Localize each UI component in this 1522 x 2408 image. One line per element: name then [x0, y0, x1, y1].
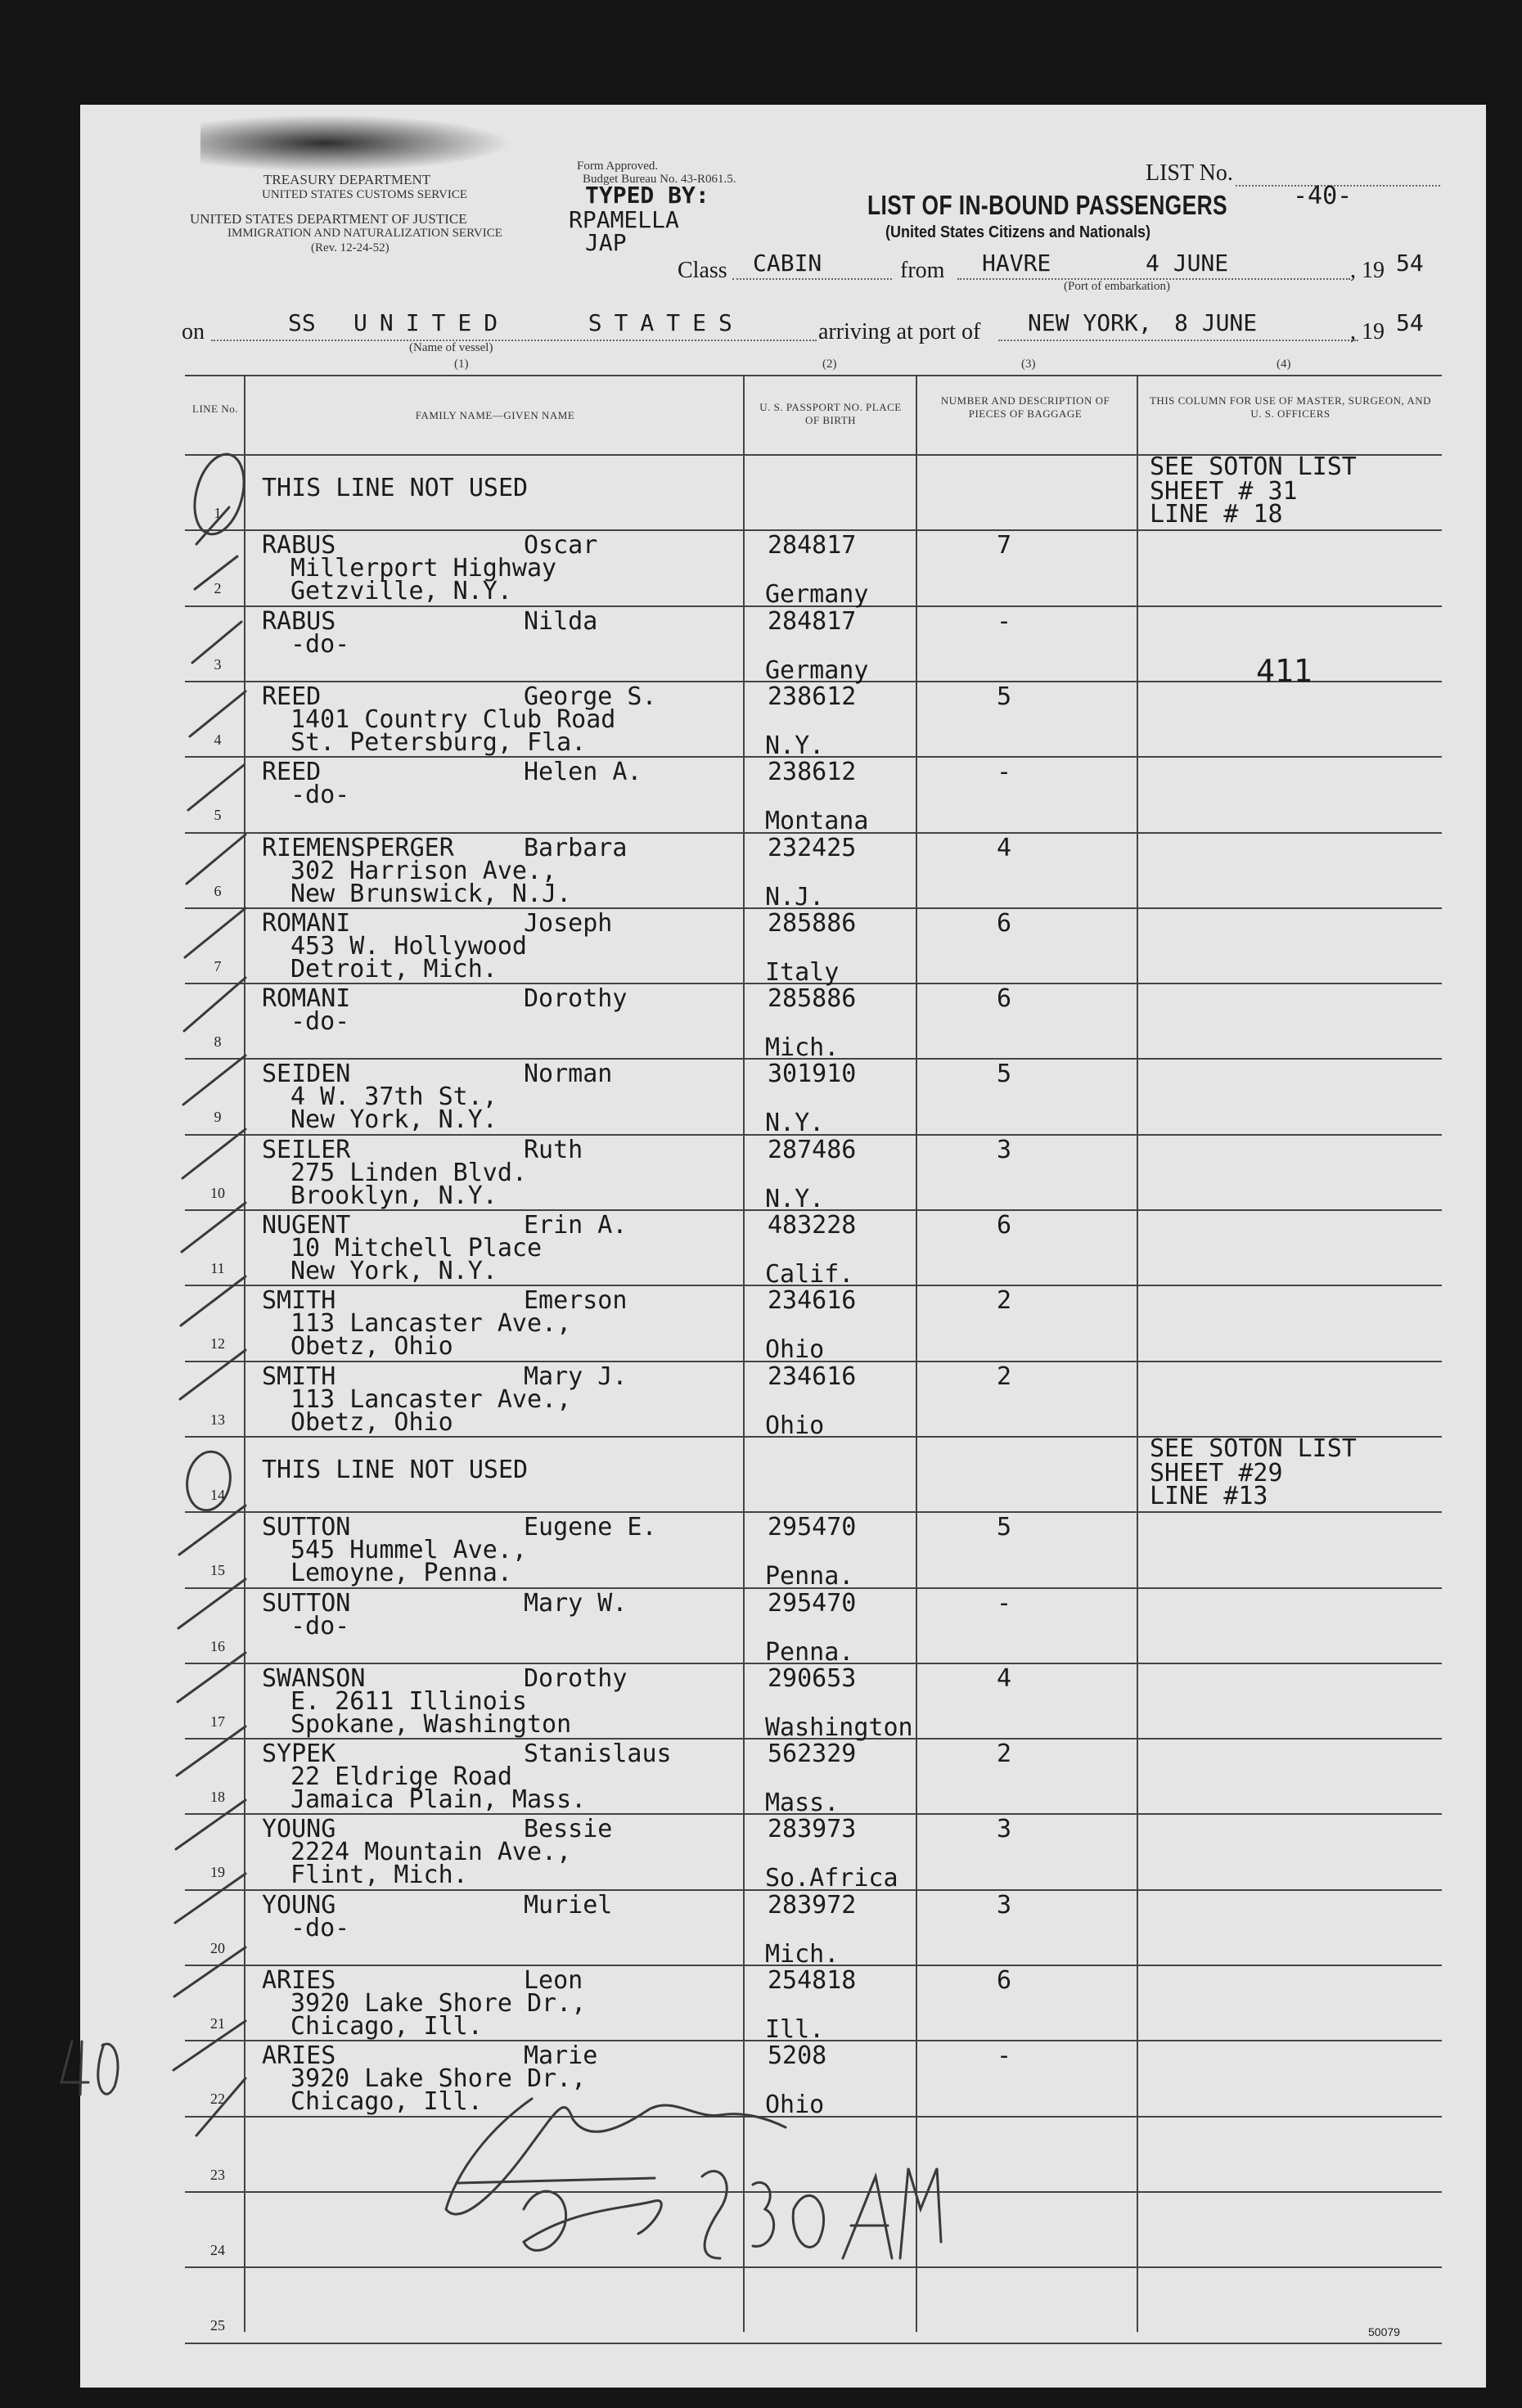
given-name: George S.	[524, 682, 657, 711]
line-number: 20	[210, 1940, 225, 1956]
passport-number: 5208	[768, 2041, 827, 2070]
given-name: Oscar	[524, 531, 598, 560]
given-name: Mary W.	[524, 1589, 628, 1618]
line-circle-1	[187, 448, 252, 539]
given-name: Stanislaus	[524, 1740, 672, 1768]
baggage-count: 6	[997, 984, 1012, 1013]
given-name: Ruth	[524, 1136, 583, 1164]
passport-number: 301910	[768, 1060, 857, 1088]
passport-number: 284817	[768, 531, 857, 560]
address-line-1: 2224 Mountain Ave.,	[290, 1838, 572, 1866]
family-name: ARIES	[262, 2041, 336, 2070]
address-line-2: New York, N.Y.	[290, 1257, 498, 1285]
place-of-birth: Ohio	[765, 2091, 825, 2119]
vessel-caption: (Name of vessel)	[409, 341, 493, 354]
col-number-1: (1)	[454, 358, 469, 371]
officer-note-line: LINE #13	[1150, 1482, 1268, 1510]
given-name: Barbara	[524, 834, 628, 862]
dept-customs: UNITED STATES CUSTOMS SERVICE	[262, 188, 468, 201]
line-number: 15	[210, 1562, 225, 1578]
address-line-1: 10 Mitchell Place	[290, 1234, 543, 1263]
address-line-1: 3920 Lake Shore Dr.,	[290, 1989, 587, 2018]
address-line-2: New Brunswick, N.J.	[290, 880, 572, 908]
passport-number: 287486	[768, 1136, 857, 1164]
address-line-1: -do-	[290, 1612, 350, 1641]
class-label: Class	[678, 258, 727, 283]
budget-bureau-no: Budget Bureau No. 43-R061.5.	[583, 173, 736, 186]
baggage-count: -	[997, 1589, 1012, 1618]
family-name: THIS LINE NOT USED	[262, 474, 529, 502]
place-of-birth: Italy	[765, 958, 840, 987]
family-name: SEILER	[262, 1136, 351, 1164]
address-line-1: 302 Harrison Ave.,	[290, 857, 557, 885]
arriving-label: arriving at port of	[818, 319, 981, 344]
family-name: SYPEK	[262, 1740, 336, 1768]
family-name: YOUNG	[262, 1815, 336, 1843]
place-of-birth: Penna.	[765, 1562, 854, 1591]
family-name: SEIDEN	[262, 1060, 351, 1088]
line-number: 24	[210, 2242, 225, 2258]
given-name: Helen A.	[524, 758, 642, 786]
baggage-count: 3	[997, 1136, 1012, 1164]
dept-justice: UNITED STATES DEPARTMENT OF JUSTICE	[190, 211, 467, 227]
given-name: Leon	[524, 1966, 583, 1995]
address-line-1: -do-	[290, 1007, 350, 1036]
family-name: REED	[262, 758, 322, 786]
line-number: 5	[214, 807, 222, 823]
year-prefix-1: , 19	[1350, 258, 1385, 283]
baggage-count: 5	[997, 1060, 1012, 1088]
address-line-2: Obetz, Ohio	[290, 1408, 453, 1437]
family-name: SMITH	[262, 1286, 336, 1315]
line-number: 16	[210, 1638, 225, 1654]
list-no-value: -40-	[1293, 182, 1353, 210]
place-of-birth: N.Y.	[765, 731, 825, 760]
family-name: THIS LINE NOT USED	[262, 1456, 529, 1484]
place-of-birth: So.Africa	[765, 1864, 898, 1893]
given-name: Dorothy	[524, 1664, 628, 1693]
col-header-baggage: NUMBER AND DESCRIPTION OF PIECES OF BAGGAGE	[940, 394, 1110, 420]
passport-number: 483228	[768, 1211, 857, 1240]
footer-code: 50079	[1368, 2325, 1400, 2338]
officer-note: 411	[1256, 653, 1313, 689]
family-name: SWANSON	[262, 1664, 366, 1693]
passport-number: 238612	[768, 758, 857, 786]
place-of-birth: N.J.	[765, 883, 825, 911]
family-name: SUTTON	[262, 1513, 351, 1542]
col-number-2: (2)	[822, 358, 837, 371]
address-line-1: 113 Lancaster Ave.,	[290, 1309, 572, 1338]
line-number: 25	[210, 2317, 225, 2334]
address-line-1: -do-	[290, 1914, 350, 1942]
given-name: Bessie	[524, 1815, 613, 1843]
passport-number: 254818	[768, 1966, 857, 1995]
col-header-name: FAMILY NAME—GIVEN NAME	[415, 409, 575, 421]
embark-date: 4 JUNE	[1146, 250, 1229, 277]
family-name: SMITH	[262, 1362, 336, 1391]
line-number: 4	[214, 731, 222, 748]
col-header-passport: U. S. PASSPORT NO. PLACE OF BIRTH	[759, 401, 902, 426]
passport-number: 234616	[768, 1362, 857, 1391]
address-line-2: Lemoyne, Penna.	[290, 1559, 512, 1587]
given-name: Mary J.	[524, 1362, 628, 1391]
vessel-name: UNITED STATES	[353, 309, 745, 336]
form-subtitle: (United States Citizens and Nationals)	[885, 223, 1151, 241]
family-name: SUTTON	[262, 1589, 351, 1618]
address-line-2: Jamaica Plain, Mass.	[290, 1785, 587, 1814]
col-header-officers: THIS COLUMN FOR USE OF MASTER, SURGEON, AND U. S. OFFICERS	[1149, 394, 1431, 420]
place-of-birth: N.Y.	[765, 1109, 825, 1137]
baggage-count: 2	[997, 1362, 1012, 1391]
form-title: LIST OF IN-BOUND PASSENGERS	[867, 190, 1228, 220]
embark-year: 54	[1396, 250, 1424, 277]
family-name: ROMANI	[262, 909, 351, 938]
arrival-year: 54	[1396, 309, 1424, 336]
place-of-birth: Washington	[765, 1713, 913, 1742]
line-number: 13	[210, 1411, 225, 1428]
address-line-2: Chicago, Ill.	[290, 2087, 483, 2116]
line-number: 18	[210, 1789, 225, 1805]
place-of-birth: Germany	[765, 656, 869, 685]
from-label: from	[900, 258, 945, 283]
address-line-2: Brooklyn, N.Y.	[290, 1181, 498, 1210]
line-circle-14	[182, 1448, 235, 1514]
given-name: Eugene E.	[524, 1513, 657, 1542]
passport-number: 562329	[768, 1740, 857, 1768]
baggage-count: 2	[997, 1740, 1012, 1768]
address-line-1: 22 Eldrige Road	[290, 1762, 512, 1791]
baggage-count: 6	[997, 909, 1012, 938]
line-number: 12	[210, 1335, 225, 1352]
typist-initials: JAP	[585, 229, 627, 256]
dept-treasury: TREASURY DEPARTMENT	[263, 172, 431, 187]
address-line-1: E. 2611 Illinois	[290, 1687, 527, 1716]
line-number: 8	[214, 1033, 222, 1050]
address-line-1: 4 W. 37th St.,	[290, 1082, 498, 1111]
passport-number: 283973	[768, 1815, 857, 1843]
address-line-2: Spokane, Washington	[290, 1710, 572, 1739]
family-name: ROMANI	[262, 984, 351, 1013]
arrival-port: NEW YORK,	[1028, 309, 1152, 336]
class-value: CABIN	[753, 250, 822, 277]
passport-number: 283972	[768, 1891, 857, 1920]
passport-number: 285886	[768, 984, 857, 1013]
baggage-count: 3	[997, 1815, 1012, 1843]
on-label: on	[182, 319, 205, 344]
col-number-4: (4)	[1277, 358, 1291, 371]
embark-port: HAVRE	[982, 250, 1051, 277]
passport-number: 295470	[768, 1513, 857, 1542]
place-of-birth: Mich.	[765, 1033, 840, 1062]
family-name: ARIES	[262, 1966, 336, 1995]
place-of-birth: Ohio	[765, 1411, 825, 1440]
line-number: 6	[214, 883, 222, 899]
passport-number: 295470	[768, 1589, 857, 1618]
line-number: 17	[210, 1713, 225, 1730]
officer-note: SEE SOTON LIST	[1150, 452, 1357, 481]
col-header-line-no: LINE No.	[192, 403, 238, 415]
address-line-1: 3920 Lake Shore Dr.,	[290, 2064, 587, 2093]
passport-number: 284817	[768, 607, 857, 636]
given-name: Muriel	[524, 1891, 613, 1920]
address-line-1: -do-	[290, 781, 350, 809]
baggage-count: 3	[997, 1891, 1012, 1920]
given-name: Dorothy	[524, 984, 628, 1013]
place-of-birth: N.Y.	[765, 1185, 825, 1213]
address-line-2: New York, N.Y.	[290, 1105, 498, 1134]
place-of-birth: Germany	[765, 580, 869, 609]
baggage-count: 6	[997, 1966, 1012, 1995]
place-of-birth: Ill.	[765, 2015, 825, 2044]
family-name: RABUS	[262, 531, 336, 560]
port-embark-caption: (Port of embarkation)	[1064, 280, 1170, 293]
dept-ins: IMMIGRATION AND NATURALIZATION SERVICE	[227, 227, 502, 240]
place-of-birth: Montana	[765, 807, 869, 835]
baggage-count: 2	[997, 1286, 1012, 1315]
baggage-count: 4	[997, 834, 1012, 862]
address-line-2: Obetz, Ohio	[290, 1332, 453, 1361]
line-number: 22	[210, 2091, 225, 2107]
baggage-count: 5	[997, 1513, 1012, 1542]
line-number: 23	[210, 2167, 225, 2183]
given-name: Emerson	[524, 1286, 628, 1315]
address-line-1: 545 Hummel Ave.,	[290, 1536, 527, 1564]
typed-by-label: TYPED BY:	[585, 182, 709, 209]
arrival-date: 8 JUNE	[1174, 309, 1258, 336]
address-line-1: -do-	[290, 630, 350, 659]
ship-prefix: SS	[288, 309, 316, 336]
officer-note: SEE SOTON LIST	[1150, 1434, 1357, 1463]
officer-note-line: LINE # 18	[1150, 500, 1283, 529]
baggage-count: 5	[997, 682, 1012, 711]
address-line-2: Getzville, N.Y.	[290, 577, 512, 605]
place-of-birth: Penna.	[765, 1638, 854, 1667]
line-number: 7	[214, 958, 222, 974]
address-line-1: 453 W. Hollywood	[290, 932, 527, 961]
address-line-2: St. Petersburg, Fla.	[290, 728, 587, 757]
given-name: Joseph	[524, 909, 613, 938]
address-line-2: Chicago, Ill.	[290, 2012, 483, 2041]
address-line-1: 275 Linden Blvd.	[290, 1159, 527, 1187]
family-name: REED	[262, 682, 322, 711]
place-of-birth: Ohio	[765, 1335, 825, 1364]
family-name: RIEMENSPERGER	[262, 834, 454, 862]
baggage-count: -	[997, 758, 1012, 786]
line-number: 1	[214, 505, 222, 521]
address-line-2: Detroit, Mich.	[290, 955, 498, 983]
given-name: Norman	[524, 1060, 613, 1088]
passport-number: 232425	[768, 834, 857, 862]
address-line-2: Flint, Mich.	[290, 1861, 468, 1889]
officer-note-sheet: SHEET #29	[1150, 1459, 1283, 1488]
typist-name: RPAMELLA	[569, 206, 679, 233]
address-line-1: 113 Lancaster Ave.,	[290, 1385, 572, 1414]
line-number: 3	[214, 656, 222, 673]
baggage-count: 7	[997, 531, 1012, 560]
passport-number: 234616	[768, 1286, 857, 1315]
given-name: Nilda	[524, 607, 598, 636]
family-name: YOUNG	[262, 1891, 336, 1920]
baggage-count: -	[997, 607, 1012, 636]
signature-scribble	[446, 2099, 786, 2214]
form-revision: (Rev. 12-24-52)	[311, 241, 390, 254]
place-of-birth: Mich.	[765, 1940, 840, 1969]
line-number: 19	[210, 1864, 225, 1880]
line-number: 10	[210, 1185, 225, 1201]
passport-number: 290653	[768, 1664, 857, 1693]
line-number: 21	[210, 2015, 225, 2032]
family-name: NUGENT	[262, 1211, 351, 1240]
place-of-birth: Calif.	[765, 1260, 854, 1289]
year-prefix-2: , 19	[1350, 319, 1385, 344]
list-no-label: LIST No.	[1146, 160, 1233, 186]
given-name: Marie	[524, 2041, 598, 2070]
address-line-1: 1401 Country Club Road	[290, 705, 616, 734]
form-approved: Form Approved.	[577, 160, 659, 173]
officer-note-sheet: SHEET # 31	[1150, 477, 1298, 506]
line-number: 11	[210, 1260, 225, 1276]
passport-number: 285886	[768, 909, 857, 938]
baggage-count: 6	[997, 1211, 1012, 1240]
baggage-count: 4	[997, 1664, 1012, 1693]
baggage-count: -	[997, 2041, 1012, 2070]
line-number: 14	[210, 1487, 225, 1503]
line-number: 2	[214, 580, 222, 596]
family-name: RABUS	[262, 607, 336, 636]
line-number: 9	[214, 1109, 222, 1125]
address-line-1: Millerport Highway	[290, 554, 557, 583]
given-name: Erin A.	[524, 1211, 628, 1240]
col-number-3: (3)	[1021, 358, 1036, 371]
passport-number: 238612	[768, 682, 857, 711]
place-of-birth: Mass.	[765, 1789, 840, 1817]
